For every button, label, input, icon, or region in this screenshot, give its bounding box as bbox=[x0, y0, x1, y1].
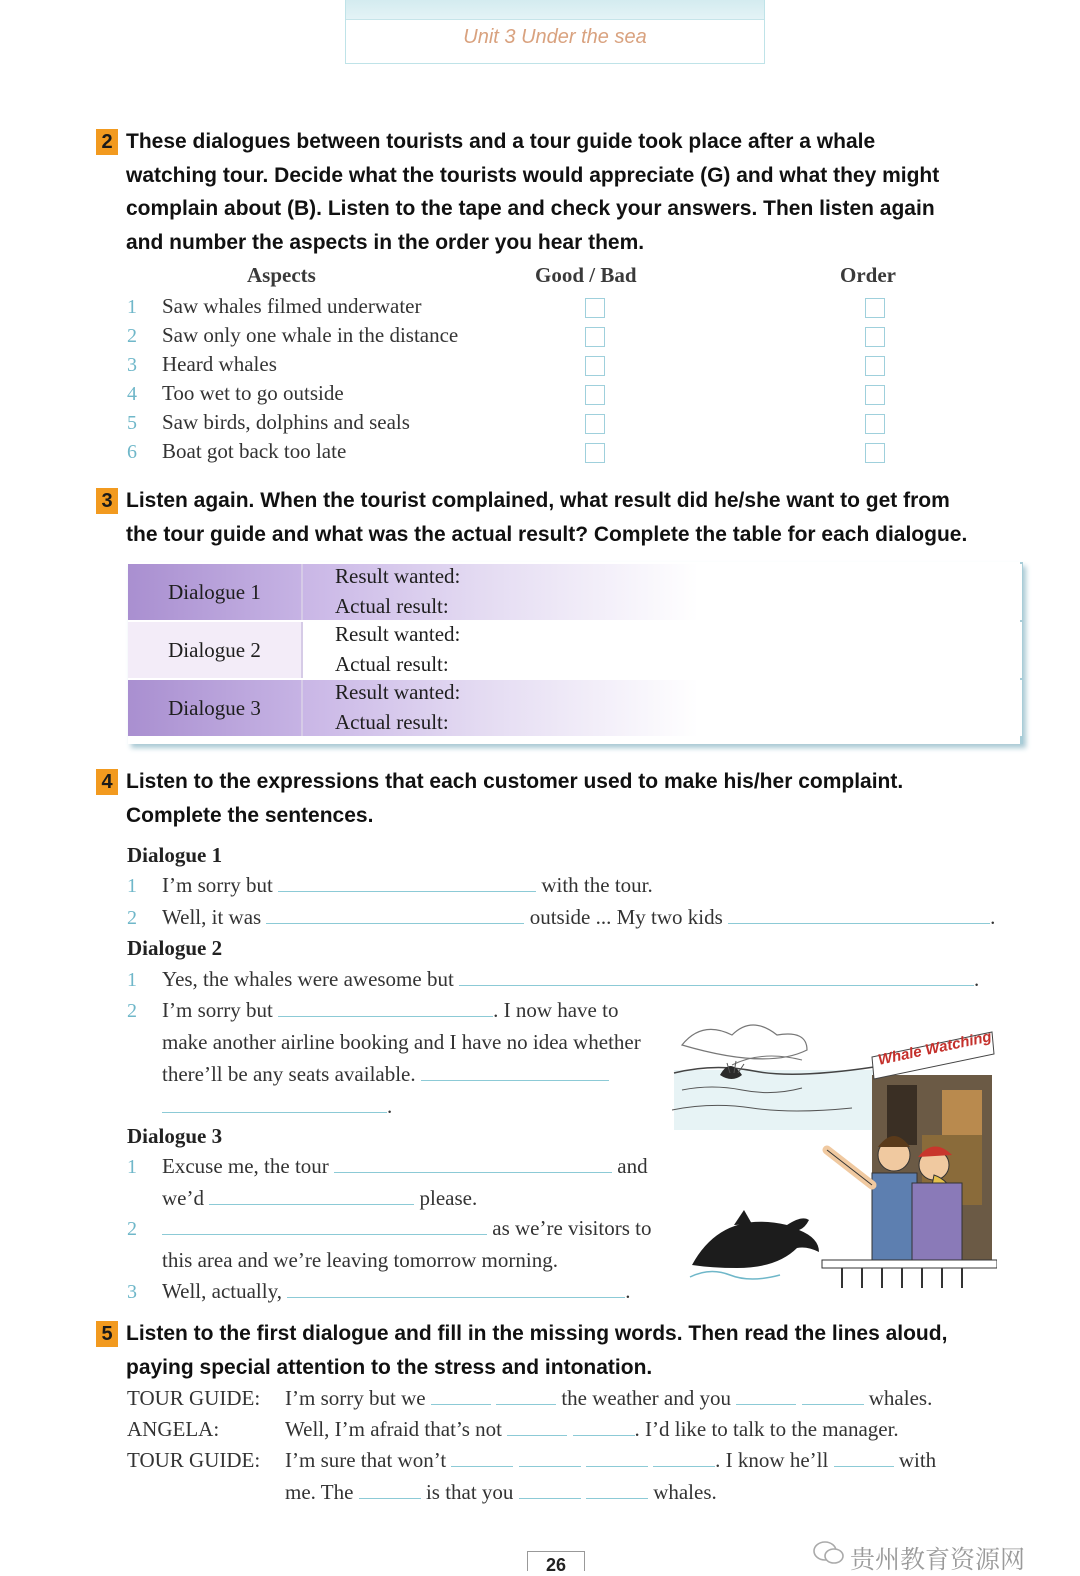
aspect-text: Heard whales bbox=[162, 352, 277, 376]
item-number: 3 bbox=[127, 1281, 137, 1303]
dialogue-label: Dialogue 1 bbox=[128, 564, 301, 620]
whale-watching-illustration bbox=[672, 1015, 997, 1295]
speaker-label: TOUR GUIDE: bbox=[127, 1448, 261, 1472]
order-checkbox[interactable] bbox=[865, 443, 885, 463]
result-wanted-label: Result wanted: bbox=[335, 622, 461, 646]
good-bad-checkbox[interactable] bbox=[585, 327, 605, 347]
dialogue-1-title: Dialogue 1 bbox=[127, 843, 223, 867]
item-number: 2 bbox=[127, 907, 137, 929]
answer-blank[interactable] bbox=[834, 1448, 894, 1467]
item-number: 6 bbox=[127, 441, 137, 463]
answer-blank[interactable] bbox=[573, 1417, 635, 1436]
item-number: 2 bbox=[127, 325, 137, 347]
d2-sentence-1: Yes, the whales were awesome but . bbox=[162, 967, 980, 991]
d2-sentence-2-line-2: make another airline booking and I have no idea whether bbox=[162, 1030, 641, 1054]
item-number: 5 bbox=[127, 412, 137, 434]
item-number: 4 bbox=[127, 383, 137, 405]
dialogue-label: Dialogue 3 bbox=[128, 680, 301, 736]
result-cell[interactable] bbox=[301, 622, 1022, 678]
actual-result-label: Actual result: bbox=[335, 594, 449, 618]
banner-wave-strip bbox=[346, 0, 764, 20]
answer-blank[interactable] bbox=[334, 1154, 612, 1173]
result-wanted-label: Result wanted: bbox=[335, 680, 461, 704]
good-bad-checkbox[interactable] bbox=[585, 443, 605, 463]
answer-blank[interactable] bbox=[162, 1094, 387, 1113]
ex3-number-badge: 3 bbox=[96, 488, 118, 514]
col-good-bad: Good / Bad bbox=[535, 263, 637, 287]
d2-sentence-2: I’m sorry but . I now have to bbox=[162, 998, 619, 1022]
d1-sentence-2: Well, it was outside ... My two kids . bbox=[162, 905, 996, 929]
ex5-number-badge: 5 bbox=[96, 1321, 118, 1347]
answer-blank[interactable] bbox=[736, 1386, 796, 1405]
ex5-line-1: I’m sorry but we the weather and you whales. bbox=[285, 1386, 933, 1410]
d2-sentence-2-line-3: there’ll be any seats available. bbox=[162, 1062, 609, 1087]
result-wanted-label: Result wanted: bbox=[335, 564, 461, 588]
ex3-instructions: Listen again. When the tourist complained, what result did he/she want to get from the tour guide and what was the actual result? Complete the table for each dialogue. bbox=[126, 489, 968, 546]
speaker-label: ANGELA: bbox=[127, 1417, 220, 1441]
d3-sentence-2: as we’re visitors to bbox=[162, 1216, 651, 1241]
order-checkbox[interactable] bbox=[865, 385, 885, 405]
ex4-number-badge: 4 bbox=[96, 769, 118, 795]
order-checkbox[interactable] bbox=[865, 327, 885, 347]
whale-watching-sign: Whale Watching bbox=[876, 1028, 994, 1069]
answer-blank[interactable] bbox=[431, 1386, 491, 1405]
ex2-number-badge: 2 bbox=[96, 129, 118, 155]
answer-blank[interactable] bbox=[287, 1279, 625, 1298]
actual-result-label: Actual result: bbox=[335, 652, 449, 676]
answer-blank[interactable] bbox=[278, 873, 536, 892]
answer-blank[interactable] bbox=[451, 1448, 513, 1467]
answer-blank[interactable] bbox=[162, 1216, 487, 1235]
good-bad-checkbox[interactable] bbox=[585, 414, 605, 434]
answer-blank[interactable] bbox=[496, 1386, 556, 1405]
speaker-label: TOUR GUIDE: bbox=[127, 1386, 261, 1410]
answer-blank[interactable] bbox=[507, 1417, 567, 1436]
dialogue-3-title: Dialogue 3 bbox=[127, 1124, 223, 1148]
answer-blank[interactable] bbox=[519, 1448, 581, 1467]
order-checkbox[interactable] bbox=[865, 414, 885, 434]
results-table bbox=[128, 562, 1023, 744]
unit-title: Unit 3 Under the sea bbox=[463, 26, 647, 48]
answer-blank[interactable] bbox=[459, 967, 974, 986]
ex5-line-4: me. The is that you whales. bbox=[285, 1480, 717, 1504]
unit-banner bbox=[345, 0, 765, 64]
actual-result-label: Actual result: bbox=[335, 710, 449, 734]
item-number: 1 bbox=[127, 875, 137, 897]
answer-blank[interactable] bbox=[728, 905, 990, 924]
answer-blank[interactable] bbox=[519, 1480, 581, 1499]
item-number: 2 bbox=[127, 1218, 137, 1240]
answer-blank[interactable] bbox=[653, 1448, 715, 1467]
aspect-text: Saw only one whale in the distance bbox=[162, 323, 459, 347]
dialogue-2-title: Dialogue 2 bbox=[127, 936, 223, 960]
answer-blank[interactable] bbox=[278, 998, 493, 1017]
d1-sentence-1: I’m sorry but with the tour. bbox=[162, 873, 653, 897]
aspect-text: Saw birds, dolphins and seals bbox=[162, 410, 410, 434]
page-number: 26 bbox=[527, 1551, 585, 1571]
answer-blank[interactable] bbox=[266, 905, 524, 924]
item-number: 3 bbox=[127, 354, 137, 376]
result-cell[interactable] bbox=[301, 564, 1022, 620]
order-checkbox[interactable] bbox=[865, 356, 885, 376]
aspect-text: Too wet to go outside bbox=[162, 381, 344, 405]
result-cell[interactable] bbox=[301, 680, 1022, 736]
wechat-icon bbox=[812, 1540, 846, 1571]
d3-sentence-2-line-2: this area and we’re leaving tomorrow morning. bbox=[162, 1248, 558, 1272]
answer-blank[interactable] bbox=[586, 1480, 648, 1499]
answer-blank[interactable] bbox=[421, 1062, 609, 1081]
col-order: Order bbox=[840, 263, 896, 287]
d3-sentence-3: Well, actually, . bbox=[162, 1279, 631, 1303]
item-number: 2 bbox=[127, 1000, 137, 1022]
col-aspects: Aspects bbox=[247, 263, 316, 287]
d3-sentence-1: Excuse me, the tour and bbox=[162, 1154, 648, 1178]
ex4-instructions: Listen to the expressions that each customer used to make his/her complaint. Complete the sentences. bbox=[126, 770, 904, 827]
aspect-text: Boat got back too late bbox=[162, 439, 347, 463]
item-number: 1 bbox=[127, 969, 137, 991]
ex5-instructions: Listen to the first dialogue and fill in the missing words. Then read the lines aloud, paying special attention to the stress and intonation. bbox=[126, 1322, 948, 1379]
aspect-text: Saw whales filmed underwater bbox=[162, 294, 422, 318]
ex2-instructions: These dialogues between tourists and a tour guide took place after a whale watching tour. Decide what the tourists would appreciate (G) and what they might complain about (B). Listen to the tape and check your answers. Then listen again and number the aspects in the order you hear them. bbox=[126, 130, 940, 254]
d2-sentence-2-line-4: . bbox=[162, 1094, 392, 1119]
dialogue-label: Dialogue 2 bbox=[128, 622, 301, 678]
good-bad-checkbox[interactable] bbox=[585, 385, 605, 405]
item-number: 1 bbox=[127, 296, 137, 318]
answer-blank[interactable] bbox=[586, 1448, 648, 1467]
good-bad-checkbox[interactable] bbox=[585, 356, 605, 376]
d3-sentence-1-line-2: we’d please. bbox=[162, 1186, 478, 1210]
ex5-line-2: Well, I’m afraid that’s not . I’d like to talk to the manager. bbox=[285, 1417, 899, 1441]
item-number: 1 bbox=[127, 1156, 137, 1178]
order-checkbox[interactable] bbox=[865, 298, 885, 318]
answer-blank[interactable] bbox=[359, 1480, 421, 1499]
watermark: 贵州教育资源网 bbox=[850, 1546, 1026, 1574]
ex5-line-3: I’m sure that won’t . I know he’ll with bbox=[285, 1448, 937, 1472]
answer-blank[interactable] bbox=[209, 1186, 414, 1205]
answer-blank[interactable] bbox=[802, 1386, 864, 1405]
good-bad-checkbox[interactable] bbox=[585, 298, 605, 318]
